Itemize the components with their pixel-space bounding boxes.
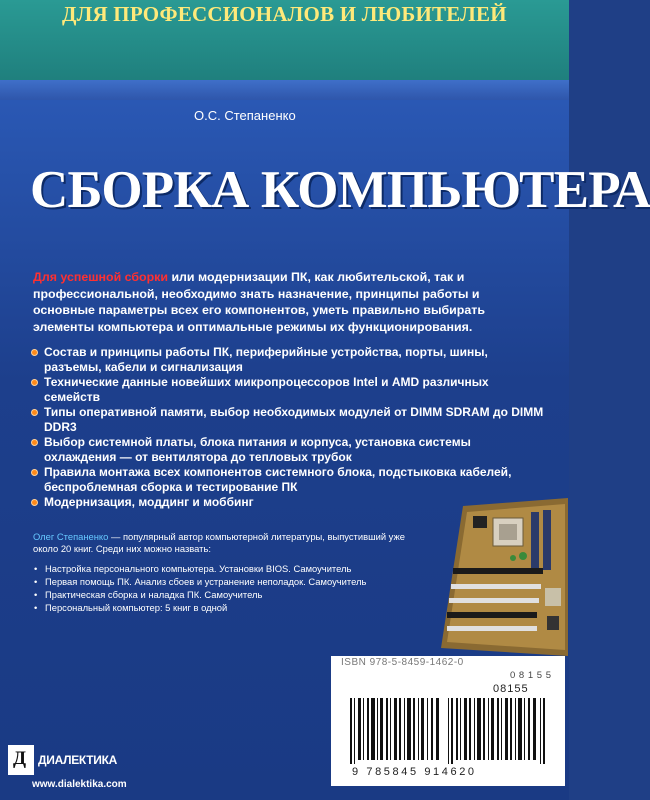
bullet-icon: • [34, 563, 38, 574]
feature-text: Правила монтажа всех компонентов системного блока, подстыковка кабелей, беспроблемная сборка и тестирование ПК [44, 465, 512, 494]
feature-text: Типы оперативной памяти, выбор необходимых модулей от DIMM SDRAM до DIMM DDR3 [44, 405, 544, 434]
feature-text: Модернизация, моддинг и моббинг [44, 495, 254, 509]
publisher-logo-icon [8, 745, 34, 775]
series-title: ДЛЯ ПРОФЕССИОНАЛОВ И ЛЮБИТЕЛЕЙ [62, 2, 507, 26]
bullet-icon [31, 469, 38, 476]
bullet-icon [31, 349, 38, 356]
feature-item [31, 405, 545, 434]
feature-list [31, 345, 545, 511]
book-item [33, 589, 413, 601]
feature-item [31, 465, 545, 494]
feature-item [31, 435, 545, 464]
feature-text: Технические данные новейших микропроцессоров Intel и AMD различных семейств [44, 375, 489, 404]
author-name: О.С. Степаненко [194, 108, 296, 123]
bullet-icon: • [34, 589, 38, 600]
bullet-icon: • [34, 602, 38, 613]
book-title: СБОРКА КОМПЬЮТЕРА [30, 161, 650, 219]
intro-text: или модернизации ПК, как любительской, так и профессиональной, необходимо знать назначение, принципы работы и основные параметры всех его компонентов, уметь правильно выбирать элементы компьютера и оптимальные режимы их функционирования. [33, 270, 485, 334]
book-item [33, 602, 413, 614]
intro-highlight: Для успешной сборки [33, 270, 168, 284]
barcode-bars [350, 698, 555, 764]
publisher-website: www.dialektika.com [32, 779, 127, 790]
feature-item [31, 345, 545, 374]
book-item [33, 563, 413, 575]
about-author-text: — популярный автор компьютерной литературы, выпустивший уже около 20 книг. Среди них можно назвать: [33, 531, 405, 554]
publisher-name: ДИАЛЕКТИКА [38, 753, 117, 767]
bullet-icon: • [34, 576, 38, 587]
bullet-icon [31, 499, 38, 506]
book-item-text: Практическая сборка и наладка ПК. Самоучитель [45, 589, 263, 600]
feature-text: Выбор системной платы, блока питания и корпуса, установка системы охлаждения — от вентилятора до тепловых трубок [44, 435, 471, 464]
ean-number: 9 785845 914620 [352, 766, 477, 778]
motherboard-image [433, 498, 568, 656]
about-author-name: Олег Степаненко [33, 531, 109, 542]
intro-paragraph [33, 269, 541, 335]
book-item-text: Настройка персонального компьютера. Установки BIOS. Самоучитель [45, 563, 352, 574]
publisher-logo-letter: Д [13, 748, 27, 769]
about-author [33, 531, 413, 555]
feature-text: Состав и принципы работы ПК, периферийные устройства, порты, шины, разъемы, кабели и сигнализация [44, 345, 488, 374]
publisher-logo [8, 745, 117, 775]
book-item [33, 576, 413, 588]
isbn: ISBN 978-5-8459-1462-0 [341, 657, 464, 668]
code-right: 08155 [493, 683, 529, 695]
feature-item [31, 375, 545, 404]
bullet-icon [31, 409, 38, 416]
book-item-text: Первая помощь ПК. Анализ сбоев и устранение неполадок. Самоучитель [45, 576, 367, 587]
series-banner [0, 0, 569, 82]
accent-stripe [0, 80, 569, 102]
book-item-text: Персональный компьютер: 5 книг в одной [45, 602, 228, 613]
code-top: 0 8 1 5 5 [510, 670, 552, 681]
bullet-icon [31, 379, 38, 386]
bullet-icon [31, 439, 38, 446]
other-books-list [33, 563, 413, 615]
